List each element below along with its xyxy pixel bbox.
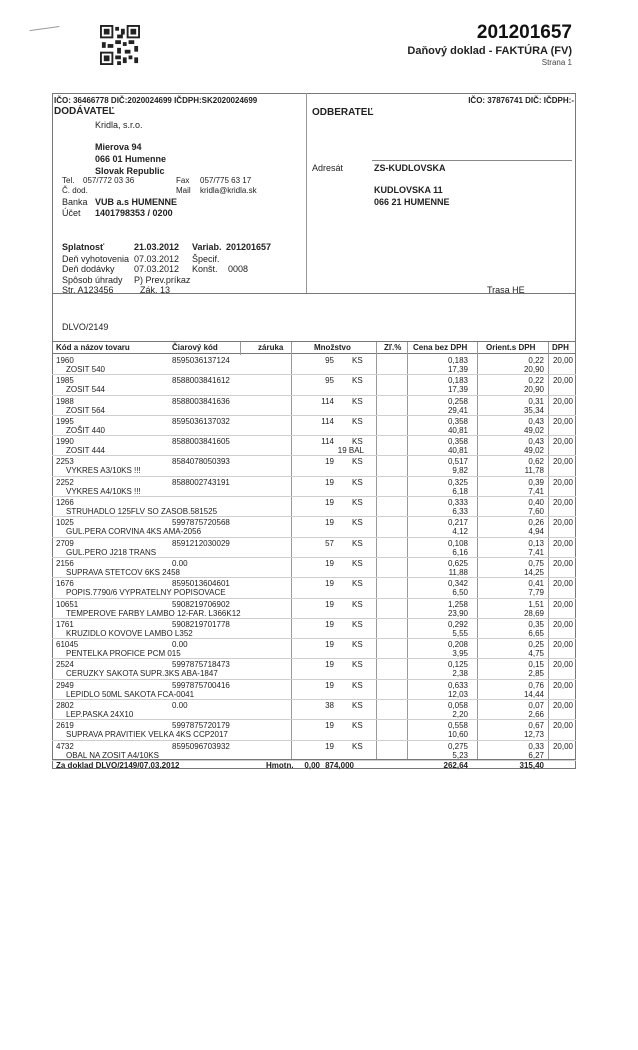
- cell-barcode: 8595013604601: [172, 579, 230, 589]
- cell-vat: 20,00: [552, 579, 573, 589]
- cell-barcode: 8595036137124: [172, 356, 230, 365]
- cell-code: 1761: [56, 619, 74, 629]
- cell-unit: KS: [352, 416, 363, 426]
- cell-code: 2524: [56, 660, 74, 670]
- cell-orient-total: 2,66: [528, 710, 544, 720]
- cell-price-unit: 0,108: [447, 538, 468, 548]
- cell-qty: 19: [325, 477, 334, 487]
- table-row: [52, 355, 576, 375]
- cell-vat: 20,00: [552, 416, 573, 426]
- cell-code: 1995: [56, 416, 74, 426]
- cell-price-total: 29,41: [447, 405, 468, 415]
- cell-vat: 20,00: [552, 599, 573, 609]
- cell-unit: KS: [352, 579, 363, 589]
- table-row: [52, 619, 576, 639]
- col-divider: [240, 342, 241, 355]
- cell-orient-unit: 0,43: [528, 437, 544, 447]
- cell-vat: 20,00: [552, 376, 573, 386]
- cell-orient-total: 4,75: [528, 649, 544, 659]
- cell-code: 1266: [56, 498, 74, 508]
- cell-orient-total: 35,34: [523, 405, 544, 415]
- cell-orient-total: 20,90: [523, 365, 544, 374]
- cell-code: 1988: [56, 396, 74, 406]
- col-code: Kód a názov tovaru: [56, 343, 130, 352]
- variab-value: 201201657: [226, 242, 272, 252]
- cell-price-total: 2,38: [452, 669, 468, 679]
- cell-orient-unit: 0,67: [528, 721, 544, 731]
- cell-qty: 19: [325, 558, 334, 568]
- total-orient: 315,40: [519, 761, 544, 770]
- cell-barcode: 8595096703932: [172, 741, 230, 751]
- payment-label: Spôsob úhrady: [62, 275, 123, 285]
- cell-vat: 20,00: [552, 721, 573, 731]
- cell-price-total: 5,23: [452, 750, 468, 760]
- cell-name: STRUHADLO 125FLV SO ZASOB.581525: [66, 507, 218, 517]
- specif-label: Špecif.: [192, 254, 220, 264]
- cell-code: 2949: [56, 680, 74, 690]
- cell-unit: KS: [352, 701, 363, 711]
- supplier-city: 066 01 Humenne: [95, 154, 167, 164]
- cell-price-unit: 1,258: [447, 599, 468, 609]
- variab-label: Variab.: [192, 242, 222, 252]
- cell-price-unit: 0,517: [447, 457, 468, 467]
- cell-price-unit: 0,208: [447, 640, 468, 650]
- cell-orient-unit: 0,13: [528, 538, 544, 548]
- cell-price-total: 6,16: [452, 547, 468, 557]
- cell-vat: 20,00: [552, 680, 573, 690]
- col-barcode: Čiarový kód: [172, 343, 218, 352]
- cell-name: PENTELKA PROFICE PCM 015: [66, 649, 181, 659]
- cell-unit: KS: [352, 356, 363, 365]
- cell-unit: KS: [352, 599, 363, 609]
- table-row: [52, 456, 576, 476]
- cell-price-unit: 0,558: [447, 721, 468, 731]
- cell-price-total: 6,50: [452, 588, 468, 598]
- cell-barcode: 5997875700416: [172, 680, 230, 690]
- cell-barcode: 8595036137032: [172, 416, 230, 426]
- cell-unit: KS: [352, 680, 363, 690]
- table-row: [52, 700, 576, 720]
- cell-name: LEP.PASKA 24X10: [66, 710, 134, 720]
- cell-price-total: 11,88: [448, 567, 468, 577]
- cell-barcode: 5997875718473: [172, 660, 230, 670]
- cell-price-unit: 0,633: [447, 680, 468, 690]
- table-row: [52, 741, 576, 761]
- col-price: Cena bez DPH: [413, 343, 468, 352]
- cell-name: GUL.PERA CORVINA 4KS AMA-2056: [66, 527, 202, 537]
- cell-unit: KS: [352, 437, 363, 447]
- weight-value: 0,00: [304, 761, 320, 770]
- cell-code: 2156: [56, 558, 74, 568]
- cell-price-unit: 0,058: [447, 701, 468, 711]
- tel-value: 057/772 03 36: [83, 176, 135, 185]
- cell-name: GUL.PERO J218 TRANS: [66, 547, 157, 557]
- delivery-date: 07.03.2012: [134, 264, 180, 274]
- cell-unit: KS: [352, 558, 363, 568]
- due-label: Splatnosť: [62, 242, 105, 252]
- payment-value: P) Prev.príkaz: [134, 275, 191, 285]
- cell-price-total: 5,55: [452, 628, 468, 638]
- cell-price-total: 17,39: [447, 365, 468, 374]
- cell-name: CERUZKY SAKOTA SUPR.3KS ABA-1847: [66, 669, 218, 679]
- col-orient: Orient.s DPH: [486, 343, 536, 352]
- total-price: 262,64: [443, 761, 468, 770]
- cell-price-unit: 0,358: [447, 437, 468, 447]
- cell-name: POPIS.7790/6 VYPRATELNY POPISOVACE: [66, 588, 226, 598]
- cell-qty: 57: [325, 538, 334, 548]
- cell-unit: KS: [352, 477, 363, 487]
- item-table: [52, 355, 576, 761]
- cell-vat: 20,00: [552, 538, 573, 548]
- cell-orient-total: 6,65: [528, 628, 544, 638]
- totals-row: [52, 759, 576, 769]
- cell-vat: 20,00: [552, 558, 573, 568]
- cell-orient-unit: 0,39: [528, 477, 544, 487]
- account-label: Účet: [62, 208, 81, 218]
- cell-unit: KS: [352, 619, 363, 629]
- cell-price-total: 10,60: [447, 730, 468, 740]
- cell-price-unit: 0,292: [447, 619, 468, 629]
- table-row: [52, 680, 576, 700]
- customer-name: ZS-KUDLOVSKA: [374, 163, 446, 173]
- fax-value: 057/775 63 17: [200, 176, 252, 185]
- cell-price-unit: 0,183: [447, 356, 468, 365]
- cell-orient-total: 11,78: [524, 466, 544, 476]
- cell-vat: 20,00: [552, 498, 573, 508]
- cell-qty: 114: [321, 437, 334, 447]
- cell-unit: KS: [352, 498, 363, 508]
- cell-price-total: 3,95: [452, 649, 468, 659]
- cell-orient-unit: 1,51: [528, 599, 544, 609]
- cell-price-total: 40,81: [447, 425, 468, 435]
- table-row: [52, 416, 576, 436]
- totals-label: Za doklad DLVO/2149/07.03.2012: [56, 761, 180, 770]
- cell-orient-total: 2,85: [528, 669, 544, 679]
- cell-orient-unit: 0,33: [528, 741, 544, 751]
- scan-mark: [30, 26, 61, 38]
- bank-value: VUB a.s HUMENNE: [95, 197, 178, 207]
- cell-price-total: 2,20: [452, 710, 468, 720]
- cell-unit: KS: [352, 396, 363, 406]
- cell-price-unit: 0,258: [447, 396, 468, 406]
- cell-barcode: 8588002743191: [172, 477, 230, 487]
- cell-orient-total: 7,41: [528, 486, 544, 496]
- table-row: [52, 599, 576, 619]
- cell-price-unit: 0,183: [447, 376, 468, 386]
- cell-code: 1990: [56, 437, 74, 447]
- issue-date: 07.03.2012: [134, 254, 180, 264]
- cell-orient-unit: 0,76: [528, 680, 544, 690]
- cell-price-unit: 0,325: [447, 477, 468, 487]
- cell-barcode: 5908219701778: [172, 619, 230, 629]
- col-discount: Zľ.%: [384, 343, 402, 352]
- due-date: 21.03.2012: [134, 242, 180, 252]
- table-row: [52, 375, 576, 395]
- issue-label: Deň vyhotovenia: [62, 254, 130, 264]
- cell-barcode: 8584078050393: [172, 457, 230, 467]
- cell-orient-total: 20,90: [523, 385, 544, 395]
- tel-label: Tel.: [62, 176, 75, 185]
- cell-code: 4732: [56, 741, 74, 751]
- cell-orient-total: 49,02: [523, 425, 544, 435]
- cell-code: 2709: [56, 538, 74, 548]
- cell-price-total: 9,82: [452, 466, 468, 476]
- table-header: [52, 342, 576, 354]
- cell-orient-unit: 0,75: [528, 558, 544, 568]
- cell-barcode: 8588003841612: [172, 376, 230, 386]
- cell-orient-unit: 0,41: [528, 579, 544, 589]
- cell-orient-unit: 0,40: [528, 498, 544, 508]
- cell-orient-total: 6,27: [528, 750, 544, 760]
- cell-vat: 20,00: [552, 356, 573, 365]
- cell-unit: KS: [352, 376, 363, 386]
- str-value: Str. A123456: [62, 285, 114, 295]
- cell-unit: KS: [352, 457, 363, 467]
- supplier-country: Slovak Republic: [95, 166, 165, 176]
- cell-orient-unit: 0,35: [528, 619, 544, 629]
- cell-qty: 19: [325, 660, 334, 670]
- cell-orient-unit: 0,31: [528, 396, 544, 406]
- cell-name: TEMPEROVE FARBY LAMBO 12-FAR. L366K12: [66, 608, 241, 618]
- mail-label: Mail: [176, 186, 191, 195]
- cell-qty: 19: [325, 640, 334, 650]
- table-row: [52, 517, 576, 537]
- table-row: [52, 538, 576, 558]
- page-number: Strana 1: [541, 58, 572, 67]
- cell-vat: 20,00: [552, 619, 573, 629]
- cell-name: OBAL NA ZOSIT A4/10KS: [66, 750, 159, 760]
- cell-orient-total: 49,02: [523, 446, 544, 456]
- cell-price-total: 6,18: [452, 486, 468, 496]
- cell-price-total: 6,33: [452, 507, 468, 517]
- cell-orient-unit: 0,15: [528, 660, 544, 670]
- col-warranty: záruka: [258, 343, 284, 352]
- cell-price-unit: 0,342: [447, 579, 468, 589]
- top-rule: [52, 93, 576, 94]
- col-qty: Množstvo: [314, 343, 351, 352]
- table-row: [52, 436, 576, 456]
- cell-orient-unit: 0,22: [528, 376, 544, 386]
- cell-qty: 19: [325, 457, 334, 467]
- cell-orient-unit: 0,22: [528, 356, 544, 365]
- cell-name: VYKRES A4/10KS !!!: [66, 486, 141, 496]
- cell-vat: 20,00: [552, 457, 573, 467]
- cell-code: 1985: [56, 376, 74, 386]
- fax-label: Fax: [176, 176, 190, 185]
- cell-orient-total: 28,69: [523, 608, 544, 618]
- cell-unit: KS: [352, 721, 363, 731]
- table-row: [52, 497, 576, 517]
- cell-price-total: 23,90: [447, 608, 468, 618]
- table-row: [52, 720, 576, 740]
- cell-vat: 20,00: [552, 660, 573, 670]
- cell-unit: KS: [352, 741, 363, 751]
- cell-price-total: 12,03: [447, 689, 468, 699]
- weight-label: Hmotn.: [266, 761, 294, 770]
- cell-qty: 19: [325, 498, 334, 508]
- cell-price-total: 17,39: [447, 385, 468, 395]
- cell-qty: 19: [325, 599, 334, 609]
- cell-barcode: 0.00: [172, 701, 188, 711]
- document-type: Daňový doklad - FAKTÚRA (FV): [407, 45, 572, 57]
- cell-orient-unit: 0,43: [528, 416, 544, 426]
- cell-qty: 38: [325, 701, 334, 711]
- cell-orient-total: 14,25: [523, 567, 544, 577]
- cell-orient-total: 7,79: [528, 588, 544, 598]
- cell-vat: 20,00: [552, 477, 573, 487]
- customer-street: KUDLOVSKA 11: [374, 185, 443, 195]
- cell-orient-unit: 0,25: [528, 640, 544, 650]
- cell-barcode: 8588003841636: [172, 396, 230, 406]
- cell-qty: 19: [325, 518, 334, 528]
- cell-code: 1960: [56, 356, 74, 365]
- supplier-street: Mierova 94: [95, 142, 142, 152]
- cell-unit: KS: [352, 640, 363, 650]
- cell-barcode: 8588003841605: [172, 437, 230, 447]
- cell-qty: 19: [325, 619, 334, 629]
- cell-vat: 20,00: [552, 518, 573, 528]
- zak-value: Zák. 13: [140, 285, 171, 295]
- cell-code: 2802: [56, 701, 74, 711]
- delivery-note: DLVO/2149: [62, 322, 109, 332]
- cell-orient-total: 4,94: [528, 527, 544, 537]
- cell-code: 1025: [56, 518, 74, 528]
- cell-barcode: 8591212030029: [172, 538, 230, 548]
- cell-code: 10651: [56, 599, 79, 609]
- cell-price-total: 4,12: [452, 527, 468, 537]
- cell-orient-total: 12,73: [523, 730, 544, 740]
- cell-price-unit: 0,125: [447, 660, 468, 670]
- cell-orient-total: 7,41: [528, 547, 544, 557]
- cell-vat: 20,00: [552, 640, 573, 650]
- cell-orient-total: 14,44: [523, 689, 544, 699]
- customer-heading: ODBERATEĽ: [312, 107, 374, 118]
- cell-qty: 19: [325, 579, 334, 589]
- cell-name: ZOSIT 564: [66, 405, 105, 415]
- table-row: [52, 477, 576, 497]
- address-label: Adresát: [312, 163, 344, 173]
- cell-code: 1676: [56, 579, 74, 589]
- qr-code-icon: [100, 25, 140, 65]
- cell-price-total: 40,81: [447, 446, 468, 456]
- cell-name: ZOSIT 544: [66, 385, 105, 395]
- cell-vat: 20,00: [552, 437, 573, 447]
- table-row: [52, 396, 576, 416]
- cell-unit: KS: [352, 660, 363, 670]
- dod-label: Č. dod.: [62, 186, 88, 195]
- table-row: [52, 659, 576, 679]
- total-qty: 874,000: [325, 761, 354, 770]
- cell-qty: 19: [325, 741, 334, 751]
- cell-code: 2253: [56, 457, 74, 467]
- cell-unit: KS: [352, 518, 363, 528]
- party-divider: [306, 93, 307, 293]
- cell-price-unit: 0,217: [447, 518, 468, 528]
- table-row: [52, 639, 576, 659]
- cell-qty: 95: [325, 376, 334, 386]
- cell-price-unit: 0,625: [447, 558, 468, 568]
- col-vat: DPH: [552, 343, 569, 352]
- cell-code: 2252: [56, 477, 74, 487]
- cell-qty: 19: [325, 721, 334, 731]
- cell-vat: 20,00: [552, 701, 573, 711]
- cell-orient-unit: 0,62: [528, 457, 544, 467]
- cell-code: 61045: [56, 640, 79, 650]
- cell-barcode: 0.00: [172, 558, 188, 568]
- supplier-name: Kridla, s.r.o.: [95, 120, 143, 130]
- mail-value: kridla@kridla.sk: [200, 186, 257, 195]
- table-row: [52, 578, 576, 598]
- cell-name: VYKRES A3/10KS !!!: [66, 466, 141, 476]
- table-row: [52, 558, 576, 578]
- cell-orient-total: 7,60: [528, 507, 544, 517]
- cell-name: SUPRAVA PRAVITIEK VELKA 4KS CCP2017: [66, 730, 228, 740]
- cell-code: 2619: [56, 721, 74, 731]
- supplier-heading: DODÁVATEĽ: [54, 106, 115, 117]
- account-value: 1401798353 / 0200: [95, 208, 173, 218]
- cell-qty: 114: [321, 416, 334, 426]
- cell-name: LEPIDLO 50ML SAKOTA FCA-0041: [66, 689, 195, 699]
- cell-orient-unit: 0,26: [528, 518, 544, 528]
- cell-barcode: 5997875720179: [172, 721, 230, 731]
- customer-city: 066 21 HUMENNE: [374, 197, 450, 207]
- delivery-label: Deň dodávky: [62, 264, 115, 274]
- cell-barcode: 5908219706902: [172, 599, 230, 609]
- cell-name: SUPRAVA STETCOV 6KS 2458: [66, 567, 180, 577]
- cell-qty: 114: [321, 396, 334, 406]
- cell-barcode: 5997875720568: [172, 518, 230, 528]
- cell-vat: 20,00: [552, 396, 573, 406]
- cell-price-unit: 0,275: [447, 741, 468, 751]
- cell-price-unit: 0,333: [447, 498, 468, 508]
- invoice-number: 201201657: [476, 22, 572, 43]
- bank-label: Banka: [62, 197, 88, 207]
- konst-label: Konšt.: [192, 264, 218, 274]
- customer-ids: IČO: 37876741 DIČ: IČDPH:-: [468, 96, 574, 105]
- cell-qty2: 19 BAL: [337, 446, 364, 456]
- cell-name: ZOSIT 444: [66, 446, 105, 456]
- cell-name: ZOŠIT 440: [66, 425, 105, 435]
- cell-orient-unit: 0,07: [528, 701, 544, 711]
- cell-name: ZOSIT 540: [66, 365, 105, 374]
- cell-vat: 20,00: [552, 741, 573, 751]
- cell-qty: 95: [325, 356, 334, 365]
- supplier-ids: IČO: 36466778 DIČ:2020024699 IČDPH:SK2020024699: [54, 96, 258, 105]
- cell-qty: 19: [325, 680, 334, 690]
- address-line: [372, 160, 572, 161]
- route-value: Trasa HE: [487, 285, 525, 295]
- cell-name: KRUZIDLO KOVOVE LAMBO L352: [66, 628, 193, 638]
- cell-price-unit: 0,358: [447, 416, 468, 426]
- cell-unit: KS: [352, 538, 363, 548]
- cell-barcode: 0.00: [172, 640, 188, 650]
- konst-value: 0008: [228, 264, 249, 274]
